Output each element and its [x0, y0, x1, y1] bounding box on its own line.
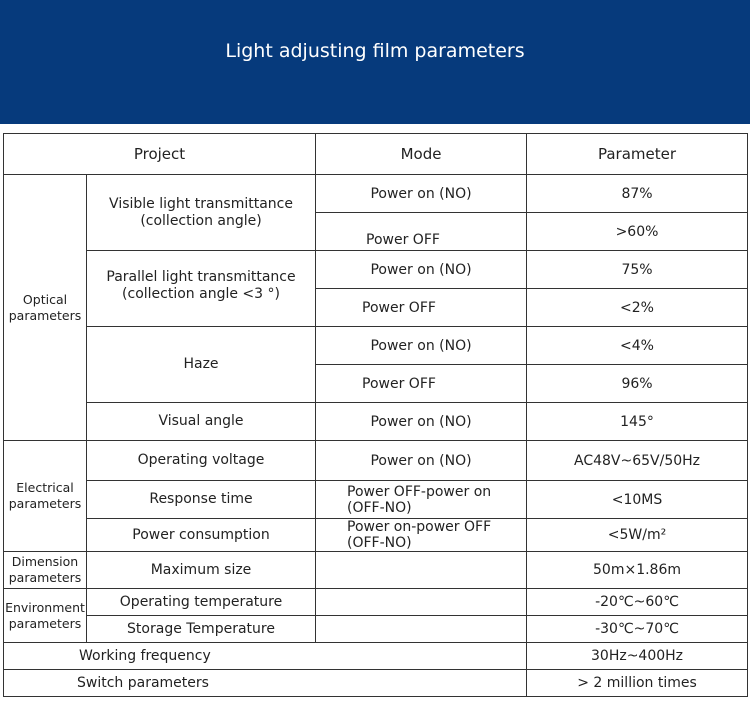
project-switch-parameters: Switch parameters	[4, 670, 527, 697]
table-row	[4, 327, 748, 365]
parameters-table	[3, 133, 748, 697]
group-environment: Environment parameters	[4, 589, 87, 643]
mode-cell	[316, 552, 527, 589]
project-maximum-size: Maximum size	[87, 552, 316, 589]
mode-cell: Power on (NO)	[316, 175, 527, 213]
parameter-cell: >60%	[527, 213, 748, 251]
parameter-cell: 75%	[527, 251, 748, 289]
table-row	[4, 175, 748, 213]
project-visual-angle: Visual angle	[87, 403, 316, 441]
table-row	[4, 481, 748, 519]
table-row	[4, 589, 748, 616]
parameter-cell: AC48V~65V/50Hz	[527, 441, 748, 481]
project-working-frequency: Working frequency	[4, 643, 527, 670]
mode-cell: Power OFF	[316, 289, 527, 327]
project-power-consumption: Power consumption	[87, 519, 316, 552]
col-header-parameter: Parameter	[527, 134, 748, 175]
parameter-cell: -20℃~60℃	[527, 589, 748, 616]
project-storage-temperature: Storage Temperature	[87, 616, 316, 643]
parameter-cell: 30Hz~400Hz	[527, 643, 748, 670]
parameter-cell: <2%	[527, 289, 748, 327]
project-operating-voltage: Operating voltage	[87, 441, 316, 481]
parameter-cell: > 2 million times	[527, 670, 748, 697]
header-row	[4, 134, 748, 175]
parameter-cell: 87%	[527, 175, 748, 213]
mode-cell: Power OFF	[316, 213, 527, 251]
parameter-cell: <10MS	[527, 481, 748, 519]
parameter-cell: 96%	[527, 365, 748, 403]
parameter-cell: -30℃~70℃	[527, 616, 748, 643]
table-row	[4, 670, 748, 697]
table-row	[4, 552, 748, 589]
table-row	[4, 643, 748, 670]
project-operating-temperature: Operating temperature	[87, 589, 316, 616]
table-row	[4, 251, 748, 289]
mode-cell: Power on (NO)	[316, 327, 527, 365]
col-header-mode: Mode	[316, 134, 527, 175]
parameter-cell: <4%	[527, 327, 748, 365]
parameter-cell: <5W/m²	[527, 519, 748, 552]
project-parallel-light: Parallel light transmittance (collection angle <3 °)	[87, 251, 316, 327]
mode-cell	[316, 616, 527, 643]
project-response-time: Response time	[87, 481, 316, 519]
mode-cell: Power on (NO)	[316, 403, 527, 441]
mode-cell: Power OFF-power on (OFF-NO)	[316, 481, 527, 519]
col-header-project: Project	[4, 134, 316, 175]
group-optical: Optical parameters	[4, 175, 87, 441]
group-dimension: Dimension parameters	[4, 552, 87, 589]
project-visible-light: Visible light transmittance (collection angle)	[87, 175, 316, 251]
group-electrical: Electrical parameters	[4, 441, 87, 552]
parameter-cell: 50m×1.86m	[527, 552, 748, 589]
project-haze: Haze	[87, 327, 316, 403]
header-banner	[0, 0, 750, 124]
table-row	[4, 403, 748, 441]
parameter-cell: 145°	[527, 403, 748, 441]
table-row	[4, 441, 748, 481]
table-row	[4, 616, 748, 643]
mode-cell: Power on (NO)	[316, 441, 527, 481]
mode-cell: Power OFF	[316, 365, 527, 403]
divider	[0, 124, 750, 127]
mode-cell: Power on-power OFF (OFF-NO)	[316, 519, 527, 552]
mode-cell: Power on (NO)	[316, 251, 527, 289]
table-row	[4, 519, 748, 552]
mode-cell	[316, 589, 527, 616]
page-title: Light adjusting film parameters	[225, 40, 525, 62]
